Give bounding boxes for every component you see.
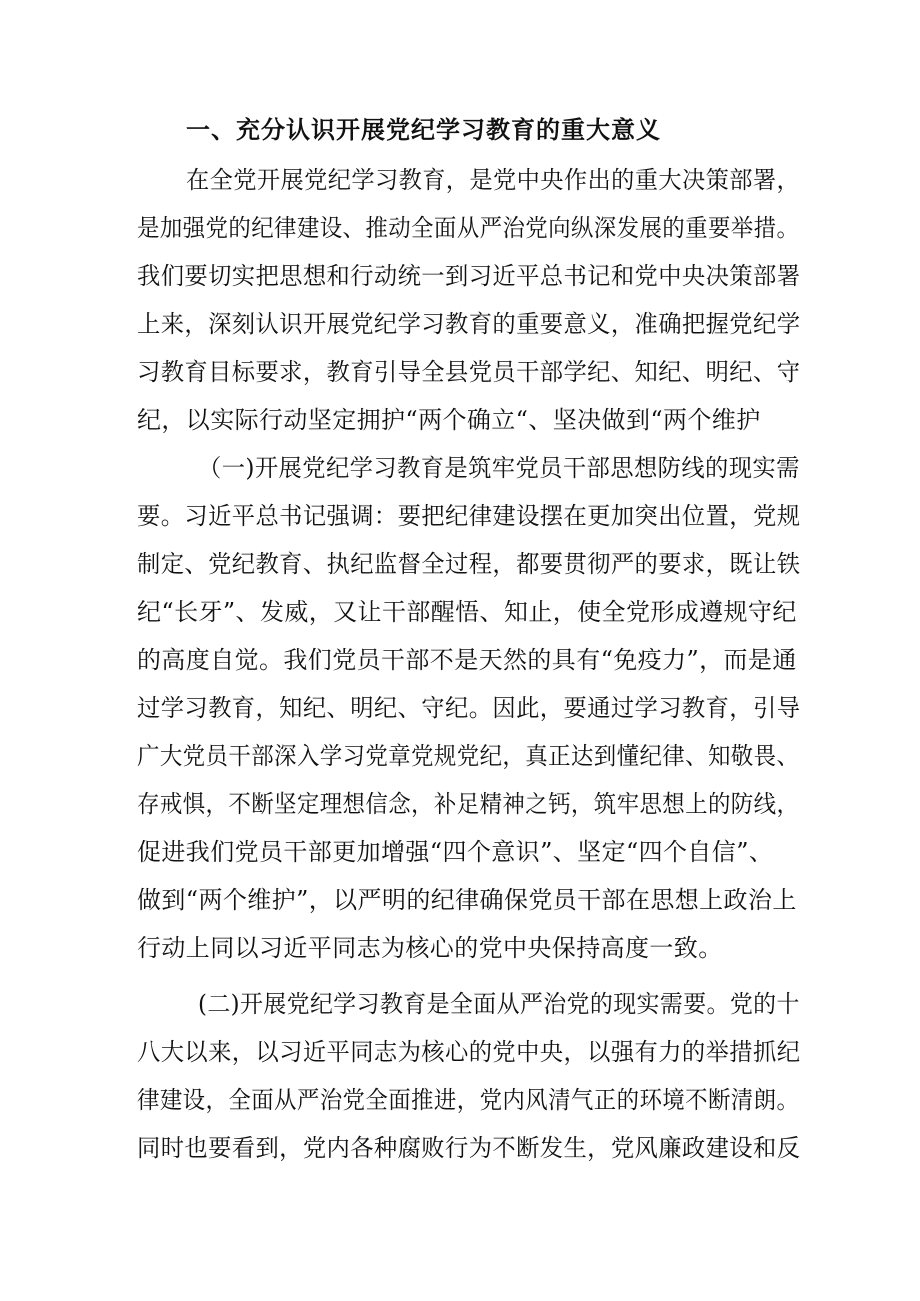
text-line: 促进我们党员干部更加增强“四个意识”、坚定“四个自信”、 xyxy=(137,838,774,866)
text-line: (二)开展党纪学习教育是全面从严治党的现实需要。党的十 xyxy=(198,990,800,1018)
text-line: 的高度自觉。我们党员干部不是天然的具有“免疫力”，而是通 xyxy=(137,646,797,674)
text-line: 律建设，全面从严治党全面推进，党内风清气正的环境不断清朗。 xyxy=(137,1086,800,1114)
text-line: 习教育目标要求，教育引导全县党员干部学纪、知纪、明纪、守 xyxy=(137,358,801,386)
text-line: （一)开展党纪学习教育是筑牢党员干部思想防线的现实需 xyxy=(198,454,800,482)
section-heading: 一、充分认识开展党纪学习教育的重大意义 xyxy=(186,115,661,144)
text-line: 广大党员干部深入学习党章党规党纪，真正达到懂纪律、知敬畏、 xyxy=(137,742,800,770)
text-line: 做到“两个维护”，以严明的纪律确保党员干部在思想上政治上 xyxy=(137,886,797,914)
text-line: 行动上同以习近平同志为核心的党中央保持高度一致。 xyxy=(137,934,723,962)
text-line: 制定、党纪教育、执纪监督全过程，都要贯彻严的要求，既让铁 xyxy=(137,550,801,578)
text-line: 我们要切实把思想和行动统一到习近平总书记和党中央决策部署 xyxy=(137,262,801,290)
text-line: 是加强党的纪律建设、推动全面从严治党向纵深发展的重要举措。 xyxy=(137,214,800,242)
text-line: 纪，以实际行动坚定拥护“两个确立“、坚决做到“两个维护 xyxy=(137,406,761,434)
text-line: 存戒惧，不断坚定理想信念，补足精神之钙，筑牢思想上的防线， xyxy=(137,790,800,818)
text-line: 要。习近平总书记强调：要把纪律建设摆在更加突出位置，党规 xyxy=(137,502,801,530)
text-line: 在全党开展党纪学习教育，是党中央作出的重大决策部署， xyxy=(186,166,801,194)
text-line: 纪“长牙”、发威，又让干部醒悟、知止，使全党形成遵规守纪 xyxy=(137,598,797,626)
text-line: 八大以来，以习近平同志为核心的党中央，以强有力的举措抓纪 xyxy=(137,1038,801,1066)
text-line: 过学习教育，知纪、明纪、守纪。因此，要通过学习教育，引导 xyxy=(137,694,801,722)
text-line: 同时也要看到，党内各种腐败行为不断发生，党风廉政建设和反 xyxy=(137,1134,801,1162)
text-line: 上来，深刻认识开展党纪学习教育的重要意义，准确把握党纪学 xyxy=(137,310,801,338)
